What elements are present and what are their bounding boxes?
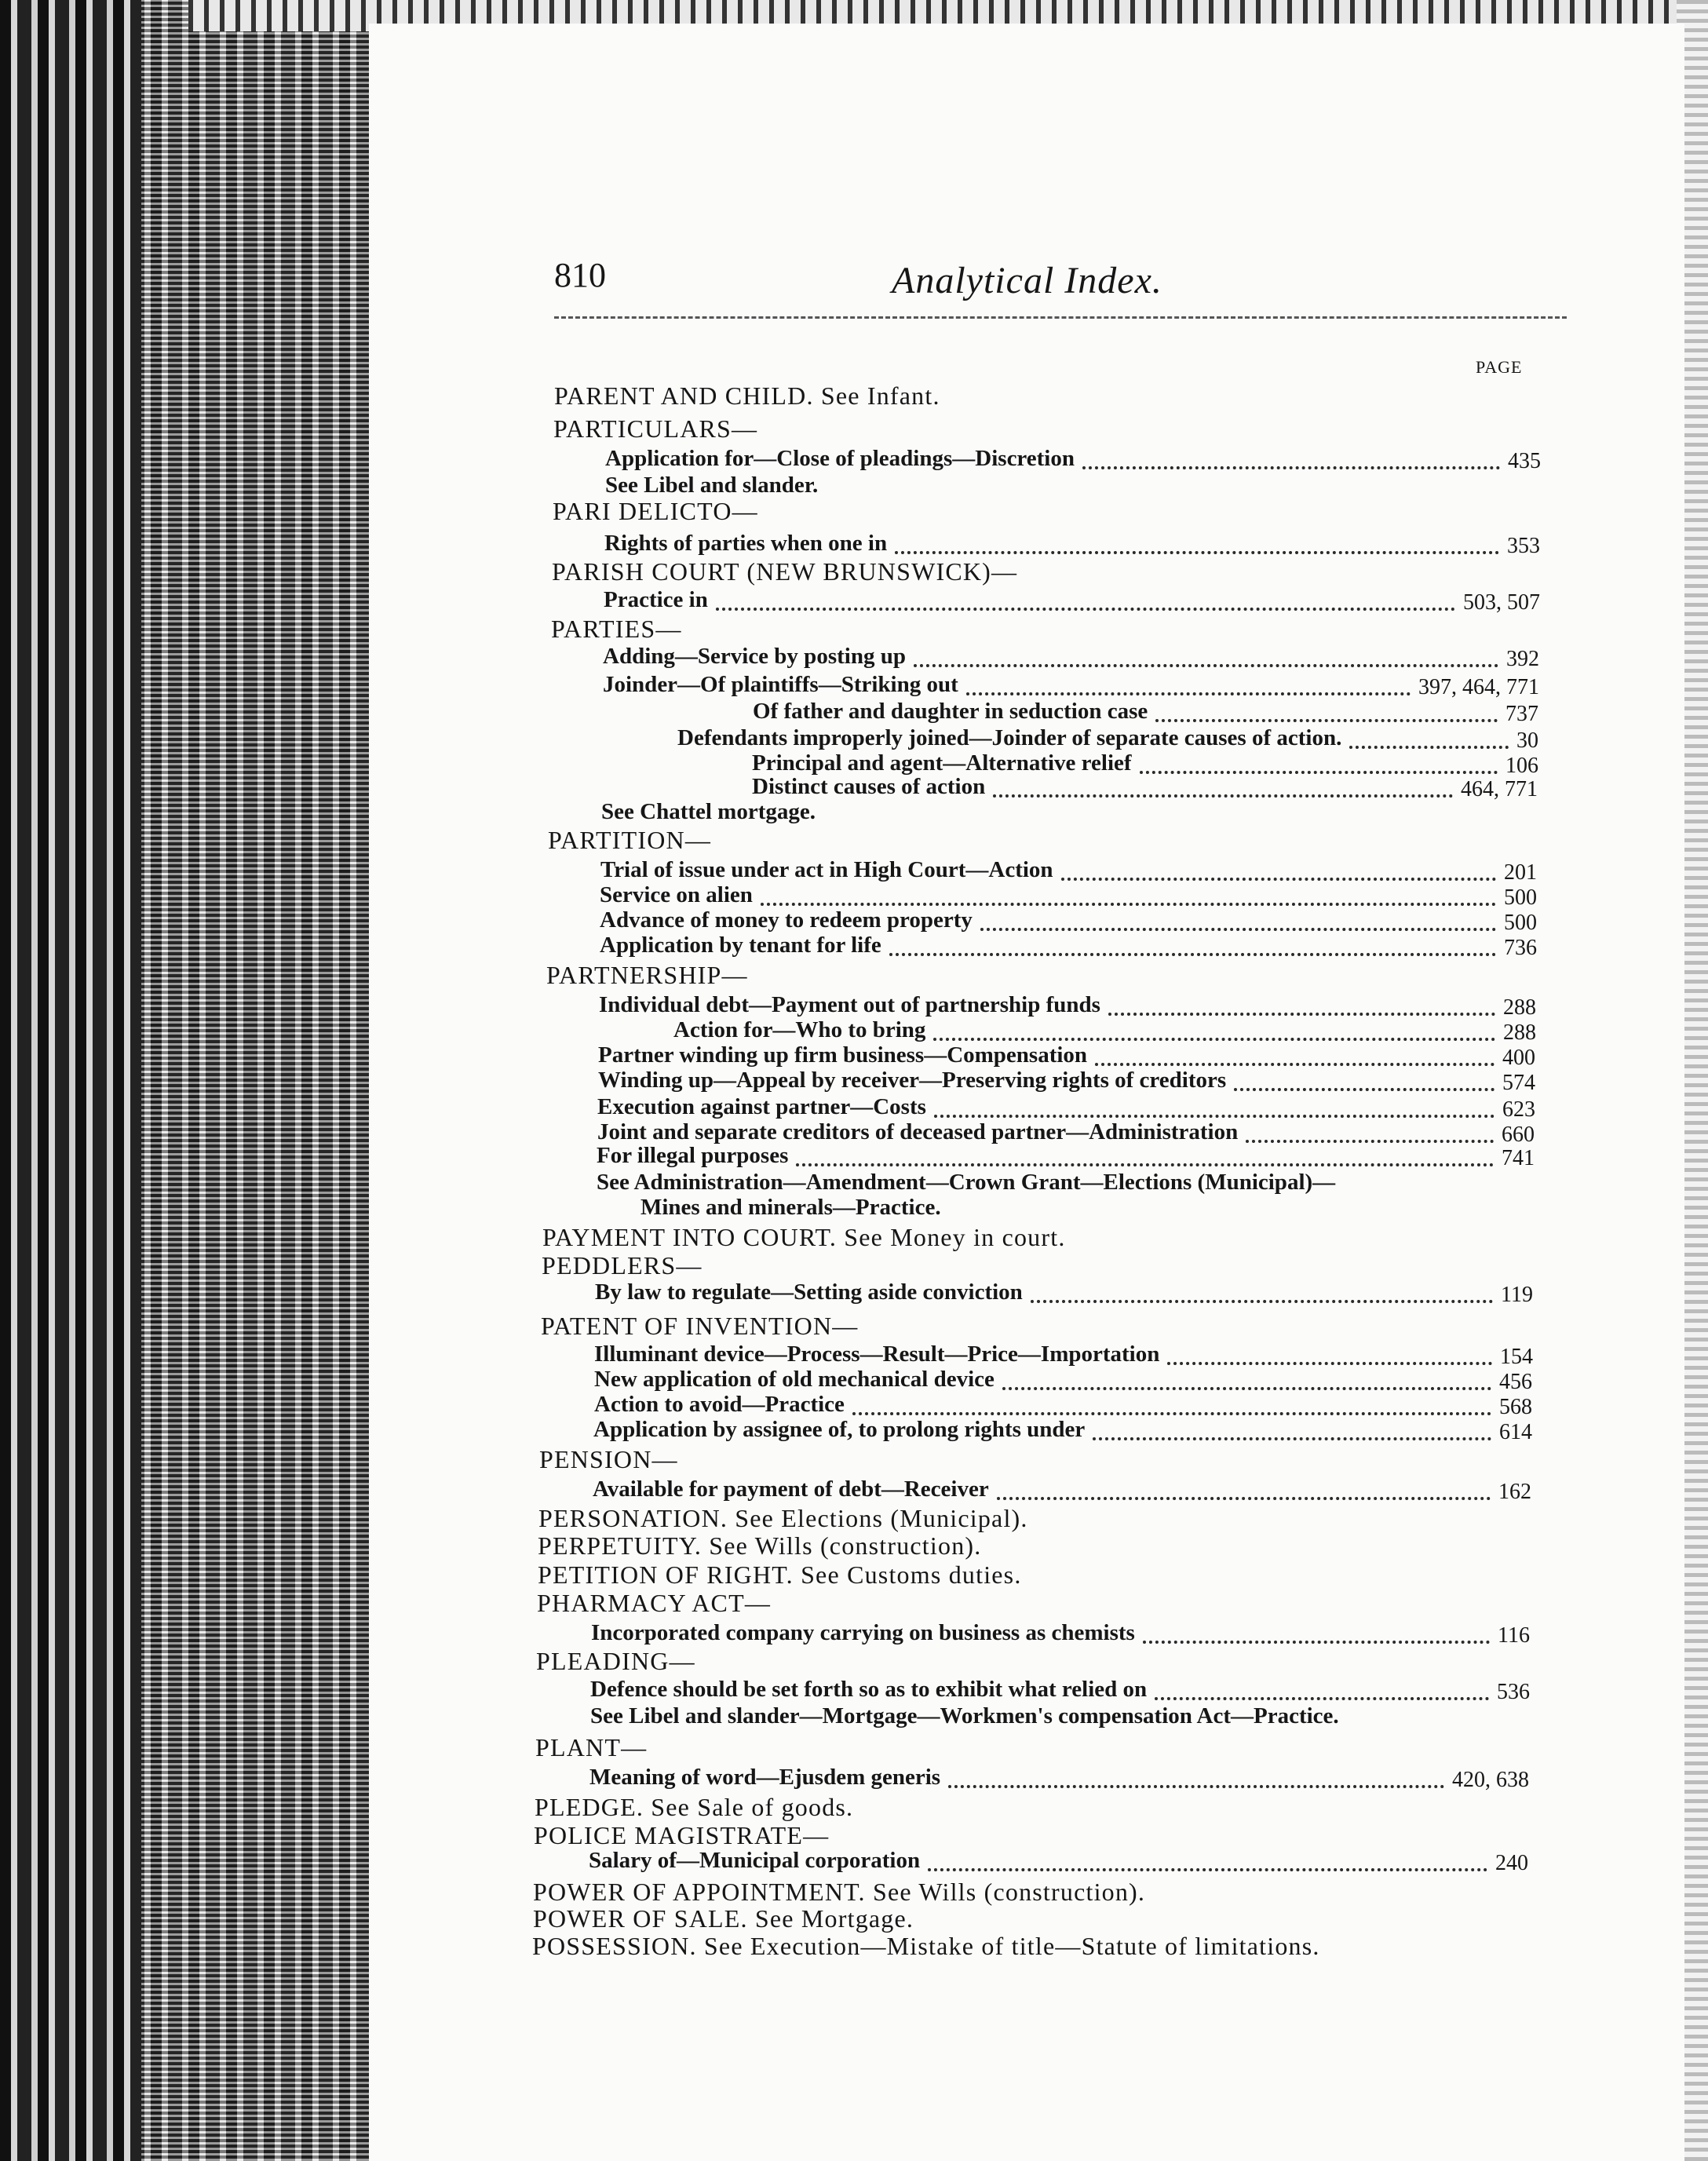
page-reference: 614 (1499, 1420, 1532, 1444)
dot-leader (761, 903, 1496, 906)
index-subentry: For illegal purposes (597, 1143, 789, 1168)
page-reference: 500 (1504, 911, 1537, 935)
index-heading: PLEADING— (536, 1647, 695, 1675)
index-heading: PARTITION— (548, 826, 712, 854)
dot-leader (852, 1412, 1491, 1415)
index-subentry: Execution against partner—Costs (597, 1094, 926, 1119)
index-subentry: Of father and daughter in seduction case (753, 699, 1148, 724)
dot-leader (895, 551, 1499, 554)
index-subentry: Incorporated company carrying on business as chemists (591, 1620, 1135, 1645)
dot-leader (966, 692, 1411, 695)
index-subentry: Illuminant device—Process—Result—Price—Importation (594, 1341, 1160, 1367)
index-subentry: Trial of issue under act in High Court—Action (600, 857, 1053, 882)
page-reference: 288 (1503, 1020, 1536, 1045)
index-heading: PAYMENT INTO COURT. See Money in court. (542, 1223, 1066, 1251)
dot-leader (1093, 1437, 1491, 1440)
index-subentry: Application for—Close of pleadings—Discretion (605, 446, 1075, 471)
index-heading: PARTICULARS— (553, 414, 758, 443)
page-reference: 116 (1498, 1623, 1530, 1648)
page-reference: 736 (1504, 936, 1537, 960)
page-reference: 536 (1497, 1680, 1530, 1704)
page-reference: 456 (1499, 1370, 1532, 1394)
dot-leader (1246, 1140, 1494, 1143)
dot-leader (928, 1868, 1487, 1871)
page-reference: 574 (1502, 1071, 1535, 1095)
page-reference: 400 (1502, 1046, 1535, 1070)
page-reference: 503, 507 (1463, 590, 1540, 615)
page-reference: 106 (1505, 754, 1538, 778)
dot-leader (1031, 1300, 1493, 1303)
index-heading: PATENT OF INVENTION— (541, 1312, 859, 1340)
index-subentry: Defence should be set forth so as to exhibit what relied on (590, 1677, 1148, 1702)
dot-leader (980, 928, 1496, 931)
dot-leader (716, 608, 1455, 611)
dot-leader (997, 1497, 1491, 1500)
dot-leader (889, 953, 1496, 956)
index-heading: PLANT— (535, 1733, 648, 1761)
index-subentry: Application by tenant for life (600, 933, 881, 958)
index-heading: PERSONATION. See Elections (Municipal). (538, 1504, 1028, 1532)
index-subentry: Joinder—Of plaintiffs—Striking out (603, 672, 958, 697)
page-reference: 201 (1504, 860, 1537, 885)
dot-leader (1061, 878, 1496, 881)
index-subentry: Partner winding up firm business—Compensation (598, 1042, 1088, 1068)
index-heading: PARTNERSHIP— (546, 961, 748, 989)
index-heading: PHARMACY ACT— (537, 1589, 772, 1617)
index-subentry: Individual debt—Payment out of partnership funds (599, 992, 1100, 1017)
page-reference: 162 (1498, 1480, 1531, 1504)
page-reference: 119 (1501, 1283, 1533, 1307)
page-reference: 30 (1516, 728, 1538, 753)
index-subentry: Salary of—Municipal corporation (589, 1848, 921, 1873)
index-heading: PLEDGE. See Sale of goods. (535, 1793, 854, 1821)
index-heading: PENSION— (539, 1445, 678, 1473)
index-subentry: Joint and separate creditors of deceased partner—Administration (597, 1119, 1239, 1144)
dot-leader (1140, 771, 1498, 774)
dot-leader (914, 664, 1498, 667)
index-heading: PERPETUITY. See Wills (construction). (538, 1531, 982, 1560)
page-reference: 660 (1502, 1122, 1535, 1147)
index-subentry: Distinct causes of action (752, 774, 986, 799)
index-subentry: Available for payment of debt—Receiver (593, 1477, 989, 1502)
page-reference: 392 (1506, 647, 1539, 671)
index-subentry: By law to regulate—Setting aside conviction (595, 1279, 1023, 1305)
index-subentry: See Libel and slander. (605, 473, 819, 498)
dot-leader (993, 794, 1453, 798)
dot-leader (934, 1115, 1494, 1118)
index-heading: PEDDLERS— (542, 1251, 703, 1279)
page-reference: 464, 771 (1461, 777, 1538, 801)
index-subentry: Action to avoid—Practice (594, 1392, 845, 1417)
dot-leader (1167, 1362, 1492, 1365)
dot-leader (1155, 719, 1498, 722)
page-reference: 737 (1505, 702, 1538, 726)
dot-leader (1002, 1387, 1491, 1390)
dot-leader (1108, 1013, 1495, 1016)
index-heading: PARISH COURT (NEW BRUNSWICK)— (552, 557, 1018, 586)
page-number: 810 (554, 256, 606, 294)
index-subentry: See Chattel mortgage. (601, 799, 816, 824)
dot-leader (948, 1785, 1444, 1788)
dot-leader (1234, 1088, 1494, 1091)
page-reference: 353 (1507, 534, 1540, 558)
dot-leader (1155, 1697, 1489, 1700)
index-subentry: Practice in (604, 587, 708, 612)
index-heading: POLICE MAGISTRATE— (534, 1821, 830, 1849)
page-reference: 500 (1504, 885, 1537, 910)
index-subentry: Adding—Service by posting up (603, 644, 906, 669)
dot-leader (1143, 1641, 1490, 1644)
index-subentry: Principal and agent—Alternative relief (752, 750, 1132, 776)
book-binding-gutter (0, 0, 369, 2161)
running-title: Analytical Index. (892, 260, 1162, 301)
page-reference: 568 (1499, 1395, 1532, 1419)
index-subentry: Advance of money to redeem property (600, 907, 973, 933)
index-heading: POSSESSION. See Execution—Mistake of title—Statute of limitations. (532, 1932, 1320, 1960)
dot-leader (933, 1038, 1495, 1041)
index-heading: POWER OF APPOINTMENT. See Wills (construction). (533, 1878, 1146, 1906)
index-heading: POWER OF SALE. See Mortgage. (533, 1904, 914, 1933)
index-heading: PARI DELICTO— (553, 497, 758, 525)
index-heading: PARENT AND CHILD. See Infant. (554, 381, 940, 410)
page-reference: 154 (1500, 1345, 1533, 1369)
page-reference: 420, 638 (1452, 1768, 1529, 1792)
page-column-label: PAGE (1476, 357, 1523, 377)
index-subentry: Mines and minerals—Practice. (640, 1195, 941, 1220)
index-subentry: Application by assignee of, to prolong rights under (593, 1417, 1086, 1442)
index-heading: PARTIES— (551, 615, 682, 643)
index-subentry: Service on alien (600, 882, 753, 907)
dot-leader (1349, 746, 1509, 749)
page-reference: 288 (1503, 995, 1536, 1020)
dot-leader (1082, 466, 1500, 469)
index-subentry: See Libel and slander—Mortgage—Workmen's compensation Act—Practice. (590, 1703, 1339, 1728)
page-reference: 397, 464, 771 (1418, 675, 1539, 699)
index-subentry: See Administration—Amendment—Crown Grant—Elections (Municipal)— (597, 1170, 1336, 1195)
page-reference: 435 (1508, 449, 1541, 473)
index-subentry: Rights of parties when one in (604, 531, 888, 556)
index-subentry: Winding up—Appeal by receiver—Preserving rights of creditors (598, 1068, 1227, 1093)
page-reference: 741 (1502, 1146, 1535, 1170)
index-subentry: New application of old mechanical device (594, 1367, 995, 1392)
index-subentry: Defendants improperly joined—Joinder of separate causes of action. (677, 725, 1342, 750)
page-reference: 623 (1502, 1097, 1535, 1122)
dot-leader (1095, 1063, 1494, 1066)
index-entries (369, 24, 1684, 2161)
index-subentry: Action for—Who to bring (673, 1017, 926, 1042)
dot-leader (796, 1163, 1494, 1166)
index-heading: PETITION OF RIGHT. See Customs duties. (538, 1561, 1022, 1589)
page-reference: 240 (1495, 1851, 1528, 1875)
index-page (369, 24, 1684, 2161)
index-subentry: Meaning of word—Ejusdem generis (589, 1765, 941, 1790)
